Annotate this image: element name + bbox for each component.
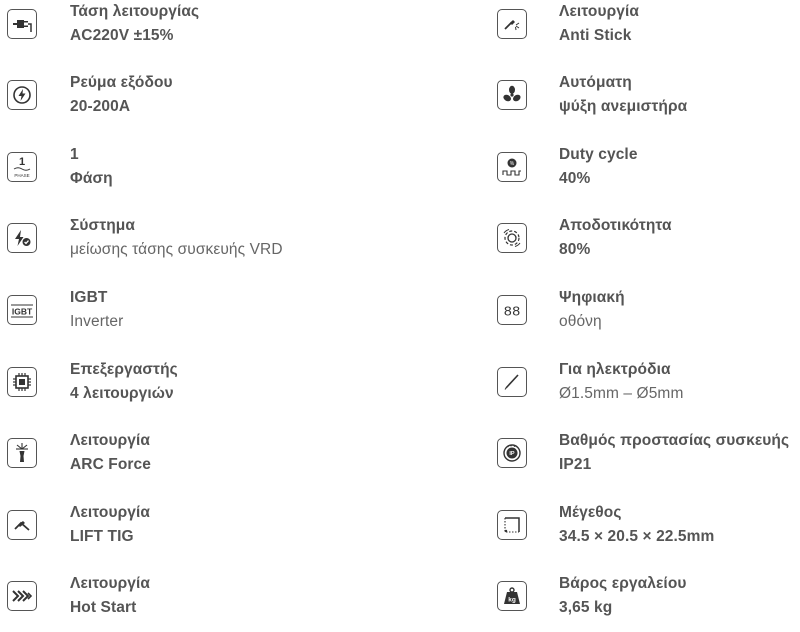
svg-text:PHASE: PHASE bbox=[14, 173, 30, 178]
spec-title: Επεξεργαστής bbox=[70, 361, 178, 378]
svg-text:IGBT: IGBT bbox=[11, 306, 33, 317]
lightning-icon bbox=[7, 80, 37, 110]
fan-icon bbox=[497, 80, 527, 110]
spec-title: Λειτουργία bbox=[70, 432, 151, 449]
spec-title: Αυτόματη bbox=[559, 74, 632, 91]
spec-value: 20-200A bbox=[70, 98, 131, 115]
spec-item-duty-cycle bbox=[497, 143, 638, 203]
spec-title: Ψηφιακή bbox=[559, 289, 625, 306]
digital-display-icon bbox=[497, 295, 527, 325]
spec-value: Φάση bbox=[70, 170, 113, 187]
spec-item-ip-rating bbox=[497, 429, 789, 489]
spec-item-hot-start bbox=[7, 572, 150, 632]
processor-icon bbox=[7, 367, 37, 397]
size-icon bbox=[497, 510, 527, 540]
spec-title: Σύστημα bbox=[70, 217, 136, 234]
spec-item-vrd bbox=[7, 214, 283, 274]
spec-title: Για ηλεκτρόδια bbox=[559, 361, 671, 378]
spec-value: 4 λειτουργιών bbox=[70, 385, 174, 402]
spec-item-processor bbox=[7, 358, 178, 418]
spec-title: Λειτουργία bbox=[559, 3, 640, 20]
spec-item-anti-stick bbox=[497, 0, 639, 60]
spec-title: Βάρος εργαλείου bbox=[559, 575, 687, 592]
svg-text:%: % bbox=[509, 161, 515, 167]
spec-value: IP21 bbox=[559, 456, 592, 473]
igbt-icon bbox=[7, 295, 37, 325]
spec-value: μείωσης τάσης συσκευής VRD bbox=[70, 241, 283, 258]
spec-title: Τάση λειτουργίας bbox=[70, 3, 200, 20]
spec-title: Duty cycle bbox=[559, 146, 638, 163]
spec-value: 3,65 kg bbox=[559, 599, 613, 616]
spec-item-igbt bbox=[7, 286, 123, 346]
spec-title: Ρεύμα εξόδου bbox=[70, 74, 173, 91]
spec-title: 1 bbox=[70, 146, 79, 163]
spec-value: Anti Stick bbox=[559, 27, 632, 44]
spec-title: Λειτουργία bbox=[70, 504, 151, 521]
anti-stick-icon bbox=[497, 9, 527, 39]
svg-text:kg: kg bbox=[508, 596, 516, 604]
efficiency-icon bbox=[497, 223, 527, 253]
spec-title: Αποδοτικότητα bbox=[559, 217, 672, 234]
phase-icon bbox=[7, 152, 37, 182]
spec-title: Βαθμός προστασίας συσκευής bbox=[559, 432, 790, 449]
spec-item-digital-display bbox=[497, 286, 625, 346]
spec-item-efficiency bbox=[497, 214, 672, 274]
spec-value: ARC Force bbox=[70, 456, 151, 473]
spec-title: Μέγεθος bbox=[559, 504, 622, 521]
spec-value: 80% bbox=[559, 241, 591, 258]
spec-item-output-current bbox=[7, 71, 173, 131]
spec-item-voltage bbox=[7, 0, 199, 60]
lift-tig-icon bbox=[7, 510, 37, 540]
spec-item-weight bbox=[497, 572, 687, 632]
ip-rating-icon bbox=[497, 438, 527, 468]
duty-cycle-icon bbox=[497, 152, 527, 182]
spec-item-phase bbox=[7, 143, 113, 203]
svg-text:1: 1 bbox=[18, 156, 26, 168]
weight-icon bbox=[497, 581, 527, 611]
hot-start-icon bbox=[7, 581, 37, 611]
spec-title: IGBT bbox=[70, 289, 108, 306]
spec-value: Hot Start bbox=[70, 599, 137, 616]
spec-value: AC220V ±15% bbox=[70, 27, 174, 44]
spec-item-arc-force bbox=[7, 429, 151, 489]
electrode-icon bbox=[497, 367, 527, 397]
vrd-icon bbox=[7, 223, 37, 253]
spec-item-electrode bbox=[497, 358, 683, 418]
plug-icon bbox=[7, 9, 37, 39]
spec-item-fan-cooling bbox=[497, 71, 687, 131]
spec-value: Ø1.5mm – Ø5mm bbox=[559, 385, 684, 402]
spec-value: ψύξη ανεμιστήρα bbox=[559, 98, 688, 115]
spec-value: οθόνη bbox=[559, 313, 602, 330]
svg-text:88: 88 bbox=[503, 304, 521, 319]
spec-value: 34.5 × 20.5 × 22.5mm bbox=[559, 528, 715, 545]
spec-value: LIFT TIG bbox=[70, 528, 134, 545]
spec-value: Inverter bbox=[70, 313, 124, 330]
svg-text:IP: IP bbox=[509, 451, 515, 457]
spec-title: Λειτουργία bbox=[70, 575, 151, 592]
spec-value: 40% bbox=[559, 170, 591, 187]
spec-item-lift-tig bbox=[7, 501, 150, 561]
spec-item-size bbox=[497, 501, 714, 561]
arc-force-icon bbox=[7, 438, 37, 468]
